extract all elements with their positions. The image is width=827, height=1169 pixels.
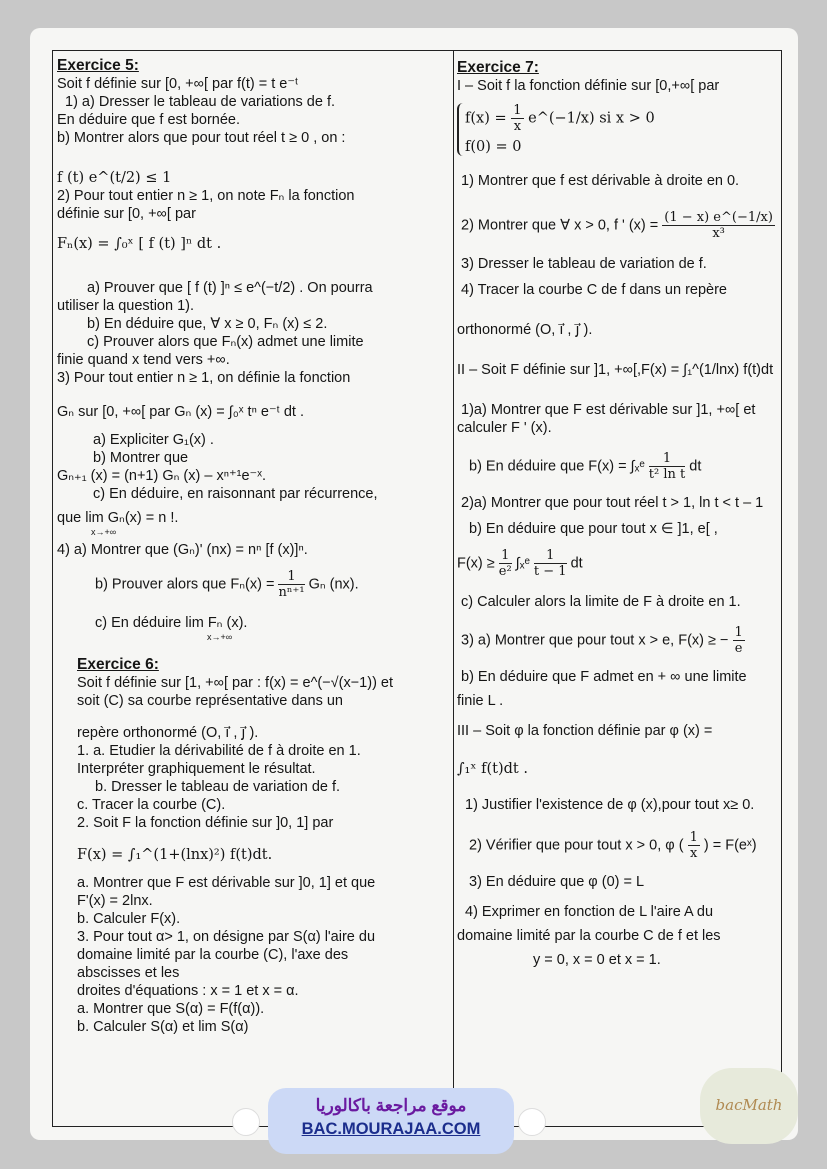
ex7-line: 4) Exprimer en fonction de L l'aire A du [465,904,714,920]
ex5-line: En déduire que f est bornée. [57,112,240,128]
ex7-case: f(x) = $\frac{1}{x}$ e^(−1/x) si x > 0 [465,103,655,134]
ex5-line: utiliser la question 1). [57,298,195,314]
ex7-line: b) En déduire que pour tout x ∈ ]1, e[ , [469,521,718,537]
ex7-line: 3) Dresser le tableau de variation de f. [461,256,707,272]
ex7-line: ∫₁ˣ f(t)dt . [457,761,528,777]
ex5-line: Gₙ₊₁ (x) = (n+1) Gₙ (x) – xⁿ⁺¹e⁻ˣ. [57,468,266,484]
ex5-line: f (t) e^(t/2) ≤ 1 [57,170,172,186]
ex6-line: droites d'équations : x = 1 et x = α. [77,983,299,999]
ex7-line: 2) Montrer que ∀ x > 0, f ' (x) = $\frac{(1 - x) e\^{}(-1/x)}{\text{x³}}$ [461,210,773,241]
bacmath-badge [700,1068,798,1144]
ex6-line: b. Dresser le tableau de variation de f. [95,779,341,795]
ex6-line: repère orthonormé (O, i⃗ , j⃗ ). [77,725,259,741]
ex7-line: F(x) ≥ $\frac{1}{\text{e²}}$ ∫ₓᵉ $\frac{1}{t - 1}$ dt [457,548,583,579]
exercise-frame [52,50,782,1127]
ex6-line: F'(x) = 2lnx. [77,893,153,909]
ex7-line: II – Soit F définie sur ]1, +∞[,F(x) = ∫₁^(1/lnx) f(t)dt [457,362,774,378]
ex6-line: a. Montrer que S(α) = F(f(α)). [77,1001,265,1017]
ex6-line: 2. Soit F la fonction définie sur ]0, 1] par [77,815,334,831]
ex7-line: 4) Tracer la courbe C de f dans un repère [461,282,727,298]
ex7-line: 2) Vérifier que pour tout x > 0, φ ( $\frac{1}{x}$ ) = F(eˣ) [469,830,757,861]
ex7-line: orthonormé (O, i⃗ , j⃗ ). [457,322,593,338]
ex6-line: soit (C) sa courbe représentative dans un [77,693,343,709]
ex5-line: Fₙ(x) = ∫₀ˣ [ f (t) ]ⁿ dt . [57,236,222,252]
ex5-line: c) En déduire lim Fₙ (x). [95,615,248,631]
ex7-line: calculer F ' (x). [457,420,552,436]
exercise-6-title: Exercice 6: [77,656,159,673]
ex5-limit-sub: x→+∞ [207,632,233,642]
ex5-limit-sub: x→+∞ [91,527,117,537]
ex5-line: a) Prouver que [ f (t) ]ⁿ ≤ e^(−t/2) . On pourra [87,280,373,296]
ex5-line: que lim Gₙ(x) = n !. [57,510,179,526]
ex6-line: b. Calculer F(x). [77,911,181,927]
ex7-case: f(0) = 0 [465,139,522,155]
ex6-line: domaine limité par la courbe (C), l'axe des [77,947,349,963]
ex6-line: abscisses et les [77,965,180,981]
ex7-line: b) En déduire que F admet en + ∞ une limite [461,669,747,685]
ex6-line: Soit f définie sur [1, +∞[ par : f(x) = e^(−√(x−1)) et [77,675,394,691]
ex5-line: Soit f définie sur [0, +∞[ par f(t) = t e⁻ᵗ [57,76,299,92]
ex7-line: III – Soit φ la fonction définie par φ (x) = [457,723,713,739]
ex5-line: finie quand x tend vers +∞. [57,352,230,368]
ex5-line: 2) Pour tout entier n ≥ 1, on note Fₙ la fonction [57,188,355,204]
ex5-line: b) En déduire que, ∀ x ≥ 0, Fₙ (x) ≤ 2. [87,316,328,332]
ex7-line: 1) Montrer que f est dérivable à droite en 0. [461,173,740,189]
ex5-line: 1) a) Dresser le tableau de variations de f. [65,94,335,110]
site-banner[interactable] [268,1088,514,1154]
ex7-line: 1)a) Montrer que F est dérivable sur ]1, +∞[ et [461,402,756,418]
ex5-line: b) Prouver alors que Fₙ(x) = $\frac{1}{\text{nⁿ⁺¹}}$ Gₙ (nx). [95,569,359,600]
site-name-arabic: موقع مراجعة باكالوريا [315,1096,467,1115]
ex6-line: Interpréter graphiquement le résultat. [77,761,316,777]
right-column [457,57,779,969]
ex7-line: 1) Justifier l'existence de φ (x),pour tout x≥ 0. [465,797,755,813]
ex5-line: définie sur [0, +∞[ par [57,206,196,222]
exercise-7-title: Exercice 7: [457,59,539,76]
ex5-line: 4) a) Montrer que (Gₙ)' (nx) = nⁿ [f (x)]ⁿ. [57,542,308,558]
column-divider [453,51,454,1126]
exercise-5-title: Exercice 5: [57,57,139,74]
ex5-line: c) Prouver alors que Fₙ(x) admet une limite [87,334,364,350]
ex6-line: 3. Pour tout α> 1, on désigne par S(α) l'aire du [77,929,376,945]
ex5-line: b) Montrer que [93,450,189,466]
ex5-line: a) Expliciter G₁(x) . [93,432,214,448]
ex5-line: c) En déduire, en raisonnant par récurrence, [93,486,378,502]
book-logo-icon [518,1108,546,1136]
ex6-line: a. Montrer que F est dérivable sur ]0, 1] et que [77,875,376,891]
ex6-line: c. Tracer la courbe (C). [77,797,226,813]
ex7-line: 3) a) Montrer que pour tout x > e, F(x) ≥ − $\frac{1}{e}$ [461,625,743,656]
ex7-line: c) Calculer alors la limite de F à droite en 1. [461,594,741,610]
ex7-line: y = 0, x = 0 et x = 1. [533,952,661,968]
bacmath-logo-text: bacMath [715,1096,783,1114]
ex5-line: b) Montrer alors que pour tout réel t ≥ 0 , on : [57,130,346,146]
ex7-line: I – Soit f la fonction définie sur [0,+∞[ par [457,78,720,94]
ex7-line: 2)a) Montrer que pour tout réel t > 1, ln t < t – 1 [461,495,764,511]
ex7-line: domaine limité par la courbe C de f et les [457,928,721,944]
ex7-line: 3) En déduire que φ (0) = L [469,874,645,890]
worksheet-page [30,28,798,1140]
site-url-link[interactable]: BAC.MOURAJAA.COM [301,1120,481,1138]
ex6-line: F(x) = ∫₁^(1+(lnx)²) f(t)dt. [77,847,273,863]
left-column [57,57,449,1036]
ex7-line: b) En déduire que F(x) = ∫ₓᵉ $\frac{1}{\text{t² ln t}}$ dt [469,451,702,482]
ex6-line: 1. a. Etudier la dérivabilité de f à droite en 1. [77,743,361,759]
piecewise-definition [457,103,655,156]
ex6-line: b. Calculer S(α) et lim S(α) [77,1019,249,1035]
book-logo-icon [232,1108,260,1136]
ex5-line: 3) Pour tout entier n ≥ 1, on définie la fonction [57,370,351,386]
ex5-line: Gₙ sur [0, +∞[ par Gₙ (x) = ∫₀ˣ tⁿ e⁻ᵗ dt . [57,404,304,420]
ex7-line: finie L . [457,693,504,709]
